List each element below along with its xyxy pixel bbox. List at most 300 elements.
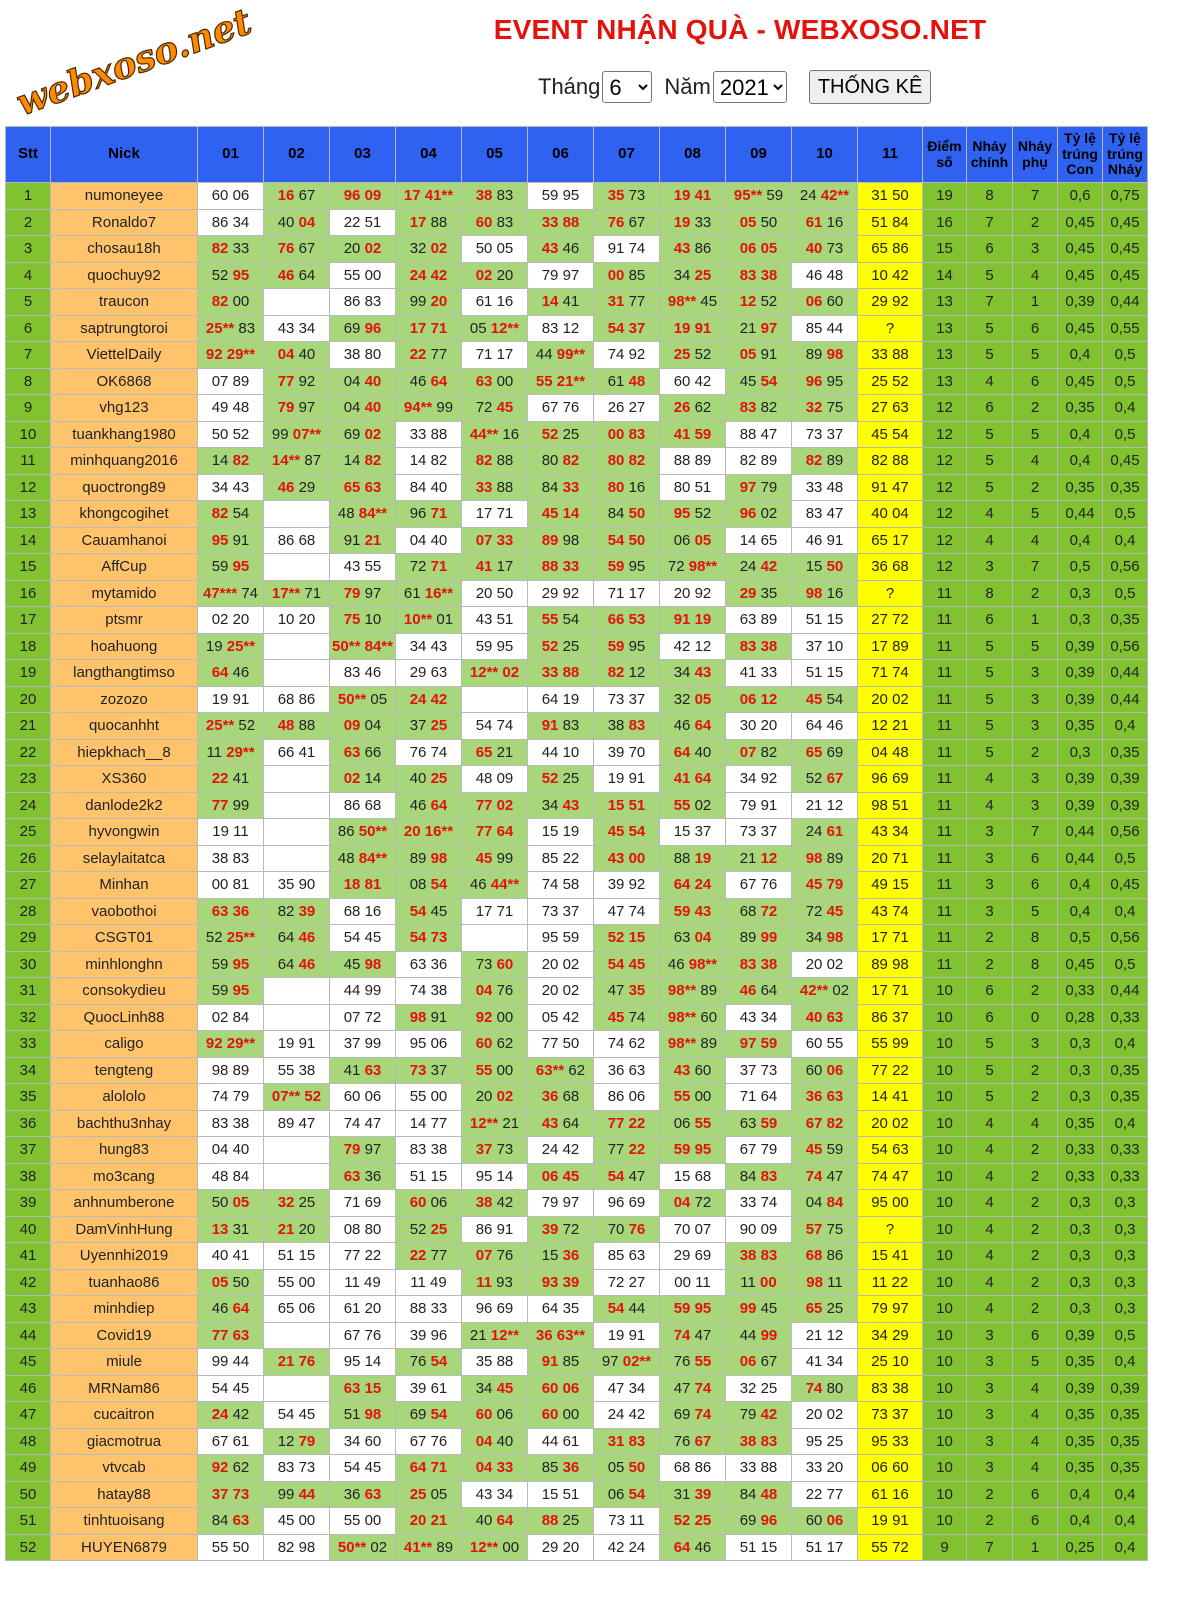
nick-cell[interactable]: minhquang2016 <box>51 448 198 475</box>
stat-cell: 3 <box>967 1322 1013 1349</box>
nick-cell[interactable]: traucon <box>51 289 198 316</box>
nick-cell[interactable]: saptrungtoroi <box>51 315 198 342</box>
nick-cell[interactable]: XS360 <box>51 766 198 793</box>
day-cell: 82 33 <box>198 236 264 263</box>
day-cell: 63 66 <box>330 739 396 766</box>
stat-cell: 0,56 <box>1103 819 1148 846</box>
nick-cell[interactable]: tengteng <box>51 1057 198 1084</box>
nick-cell[interactable]: Ronaldo7 <box>51 209 198 236</box>
day-cell: 77 50 <box>528 1031 594 1058</box>
day-cell: 07 33 <box>462 527 528 554</box>
nick-cell[interactable]: minhdiep <box>51 1296 198 1323</box>
stat-cell: 5 <box>967 315 1013 342</box>
day-cell: 42 12 <box>660 633 726 660</box>
day-cell: 73 37 <box>726 819 792 846</box>
day-cell: 06 12 <box>726 686 792 713</box>
day-11-cell: 77 22 <box>858 1057 923 1084</box>
stat-cell: 2 <box>1013 209 1058 236</box>
day-cell: 02 84 <box>198 1004 264 1031</box>
stat-cell: 2 <box>1013 1163 1058 1190</box>
stat-cell: 8 <box>967 580 1013 607</box>
stat-cell: 0,3 <box>1058 739 1103 766</box>
day-cell: 54 44 <box>594 1296 660 1323</box>
day-cell: 96 02 <box>726 501 792 528</box>
day-cell: 47 74 <box>594 898 660 925</box>
day-cell: 21 76 <box>264 1349 330 1376</box>
nick-cell[interactable]: Uyennhi2019 <box>51 1243 198 1270</box>
nick-cell[interactable]: hung83 <box>51 1137 198 1164</box>
day-cell: 19 91 <box>198 686 264 713</box>
nick-cell[interactable]: tuanhao86 <box>51 1269 198 1296</box>
day-cell: 98 89 <box>198 1057 264 1084</box>
day-cell: 20 92 <box>660 580 726 607</box>
day-cell: 50 52 <box>198 421 264 448</box>
day-cell <box>264 1322 330 1349</box>
nick-cell[interactable]: danlode2k2 <box>51 792 198 819</box>
stat-cell: 3 <box>1013 236 1058 263</box>
day-cell: 41 59 <box>660 421 726 448</box>
stat-cell: 3 <box>967 819 1013 846</box>
day-11-cell: 65 17 <box>858 527 923 554</box>
stat-cell: 10 <box>923 1216 967 1243</box>
stat-cell: 5 <box>967 1057 1013 1084</box>
day-cell: 61 16 <box>462 289 528 316</box>
stat-cell: 0,33 <box>1103 1163 1148 1190</box>
nick-cell[interactable]: selaylaitatca <box>51 845 198 872</box>
day-11-cell: 34 29 <box>858 1322 923 1349</box>
stat-cell: 11 <box>923 633 967 660</box>
stat-cell: 3 <box>967 1428 1013 1455</box>
nick-cell[interactable]: giacmotrua <box>51 1428 198 1455</box>
day-cell: 40 73 <box>792 236 858 263</box>
day-cell: 80 51 <box>660 474 726 501</box>
day-cell: 40 04 <box>264 209 330 236</box>
day-cell: 86 50** <box>330 819 396 846</box>
stat-cell: 0,56 <box>1103 554 1148 581</box>
day-cell: 44 61 <box>528 1428 594 1455</box>
stat-cell: 0,4 <box>1103 1031 1148 1058</box>
stat-cell: 2 <box>967 951 1013 978</box>
nick-cell[interactable]: HUYEN6879 <box>51 1534 198 1561</box>
day-cell: 07 76 <box>462 1243 528 1270</box>
day-cell: 39 96 <box>396 1322 462 1349</box>
nick-cell[interactable]: zozozo <box>51 686 198 713</box>
day-cell: 11 00 <box>726 1269 792 1296</box>
stat-cell: 0,39 <box>1058 766 1103 793</box>
day-cell: 86 83 <box>330 289 396 316</box>
day-11-cell: 54 63 <box>858 1137 923 1164</box>
table-row <box>6 1534 1148 1561</box>
day-cell: 61 20 <box>330 1296 396 1323</box>
stat-cell: 0,3 <box>1103 1296 1148 1323</box>
nick-cell[interactable]: quochuy92 <box>51 262 198 289</box>
nick-cell[interactable]: hoahuong <box>51 633 198 660</box>
day-cell: 14** 87 <box>264 448 330 475</box>
day-cell: 15 36 <box>528 1243 594 1270</box>
day-11-cell: ? <box>858 315 923 342</box>
day-cell: 07 82 <box>726 739 792 766</box>
stat-cell: 6 <box>967 607 1013 634</box>
stat-cell: 6 <box>967 395 1013 422</box>
nick-cell[interactable]: vaobothoi <box>51 898 198 925</box>
day-cell: 61 16 <box>792 209 858 236</box>
day-11-cell: 11 22 <box>858 1269 923 1296</box>
day-cell: 14 77 <box>396 1110 462 1137</box>
day-cell: 20 02 <box>528 951 594 978</box>
day-cell: 40 25 <box>396 766 462 793</box>
nick-cell[interactable]: Covid19 <box>51 1322 198 1349</box>
nick-cell[interactable]: alololo <box>51 1084 198 1111</box>
stat-cell: 0,4 <box>1058 342 1103 369</box>
stat-cell: 0,45 <box>1103 236 1148 263</box>
nick-cell[interactable]: hatay88 <box>51 1481 198 1508</box>
nick-cell[interactable]: ptsmr <box>51 607 198 634</box>
stat-cell: 0,3 <box>1058 580 1103 607</box>
day-cell: 20 21 <box>396 1508 462 1535</box>
day-cell: 26 62 <box>660 395 726 422</box>
stats-button[interactable]: THỐNG KÊ <box>809 70 931 104</box>
stat-cell: 12 <box>923 474 967 501</box>
day-cell: 88 33 <box>528 554 594 581</box>
stat-cell: 12 <box>923 395 967 422</box>
year-select[interactable] <box>713 71 787 103</box>
day-cell: 36 63 <box>330 1481 396 1508</box>
table-row <box>6 1322 1148 1349</box>
nick-cell[interactable]: mo3cang <box>51 1163 198 1190</box>
day-cell: 45 98 <box>330 951 396 978</box>
day-cell: 46 48 <box>792 262 858 289</box>
stt-cell: 41 <box>6 1243 51 1270</box>
day-cell: 40 41 <box>198 1243 264 1270</box>
day-cell: 46 64 <box>726 978 792 1005</box>
day-cell: 86 68 <box>330 792 396 819</box>
day-cell: 52 25 <box>528 633 594 660</box>
nick-cell[interactable]: consokydieu <box>51 978 198 1005</box>
day-11-cell: 45 54 <box>858 421 923 448</box>
stat-cell: 0,39 <box>1103 766 1148 793</box>
day-cell: 74 79 <box>198 1084 264 1111</box>
stat-cell: 12 <box>923 448 967 475</box>
stat-cell: 0,25 <box>1058 1534 1103 1561</box>
day-cell: 59 95 <box>594 554 660 581</box>
day-cell: 34 25 <box>660 262 726 289</box>
nick-cell[interactable]: bachthu3nhay <box>51 1110 198 1137</box>
nick-cell[interactable]: minhlonghn <box>51 951 198 978</box>
day-cell: 72 27 <box>594 1269 660 1296</box>
day-cell: 74 92 <box>594 342 660 369</box>
table-row <box>6 448 1148 475</box>
stt-cell: 46 <box>6 1375 51 1402</box>
stat-cell: 4 <box>1013 262 1058 289</box>
stat-cell: 0,45 <box>1103 448 1148 475</box>
day-cell: 25** 52 <box>198 713 264 740</box>
day-cell: 73 37 <box>528 898 594 925</box>
table-row <box>6 845 1148 872</box>
day-cell: 91 21 <box>330 527 396 554</box>
day-cell: 17 71 <box>462 898 528 925</box>
stat-cell: 0,35 <box>1103 474 1148 501</box>
day-cell <box>462 925 528 952</box>
nick-cell[interactable]: chosau18h <box>51 236 198 263</box>
stat-cell: 3 <box>967 1349 1013 1376</box>
day-cell: 32 25 <box>264 1190 330 1217</box>
day-cell: 92 62 <box>198 1455 264 1482</box>
stt-cell: 35 <box>6 1084 51 1111</box>
stat-cell: 0,4 <box>1103 1110 1148 1137</box>
day-11-cell: 29 92 <box>858 289 923 316</box>
day-cell: 24 42 <box>198 1402 264 1429</box>
table-row <box>6 1296 1148 1323</box>
nick-cell[interactable]: caligo <box>51 1031 198 1058</box>
day-cell: 95 14 <box>330 1349 396 1376</box>
day-cell: 52 67 <box>792 766 858 793</box>
day-cell: 20 02 <box>792 1402 858 1429</box>
stt-cell: 5 <box>6 289 51 316</box>
nick-cell[interactable]: Minhan <box>51 872 198 899</box>
day-cell: 34 43 <box>396 633 462 660</box>
day-cell: 99 20 <box>396 289 462 316</box>
stat-cell: 0,45 <box>1058 262 1103 289</box>
day-cell: 52 25 <box>528 421 594 448</box>
nick-cell[interactable]: OK6868 <box>51 368 198 395</box>
day-cell: 98 11 <box>792 1269 858 1296</box>
day-cell: 55 00 <box>264 1269 330 1296</box>
table-row <box>6 1190 1148 1217</box>
stt-cell: 52 <box>6 1534 51 1561</box>
day-cell: 76 67 <box>594 209 660 236</box>
stat-cell: 4 <box>967 368 1013 395</box>
day-cell: 07 72 <box>330 1004 396 1031</box>
stat-cell: 0,44 <box>1103 978 1148 1005</box>
day-11-cell: 55 99 <box>858 1031 923 1058</box>
day-cell: 50 05 <box>462 236 528 263</box>
day-cell: 95** 59 <box>726 183 792 210</box>
results-table-wrapper <box>5 126 1180 1597</box>
day-11-cell: 79 97 <box>858 1296 923 1323</box>
day-cell: 91 83 <box>528 713 594 740</box>
stat-cell: 0,3 <box>1103 1216 1148 1243</box>
day-cell: 83 38 <box>726 951 792 978</box>
column-header: Nháy chính <box>967 127 1013 183</box>
stat-cell: 4 <box>967 1110 1013 1137</box>
day-cell: 77 22 <box>330 1243 396 1270</box>
day-cell: 79 97 <box>264 395 330 422</box>
month-label: Tháng <box>538 74 601 99</box>
day-cell: 21 20 <box>264 1216 330 1243</box>
day-cell: 69 96 <box>330 315 396 342</box>
month-select[interactable] <box>602 71 652 103</box>
stat-cell: 11 <box>923 951 967 978</box>
day-cell: 33 88 <box>528 660 594 687</box>
stat-cell: 0,28 <box>1058 1004 1103 1031</box>
nick-cell[interactable]: ViettelDaily <box>51 342 198 369</box>
day-cell: 82 12 <box>594 660 660 687</box>
day-cell: 70 76 <box>594 1216 660 1243</box>
table-row <box>6 633 1148 660</box>
nick-cell[interactable]: AffCup <box>51 554 198 581</box>
nick-cell[interactable]: mytamido <box>51 580 198 607</box>
day-cell: 04 33 <box>462 1455 528 1482</box>
day-cell: 51 15 <box>792 660 858 687</box>
stat-cell: 10 <box>923 1455 967 1482</box>
table-row <box>6 1428 1148 1455</box>
nick-cell[interactable]: cucaitron <box>51 1402 198 1429</box>
stat-cell: 0,5 <box>1103 342 1148 369</box>
nick-cell[interactable]: tuankhang1980 <box>51 421 198 448</box>
day-cell: 51 15 <box>396 1163 462 1190</box>
stat-cell: 16 <box>923 209 967 236</box>
day-cell: 04 40 <box>198 1137 264 1164</box>
stat-cell: 2 <box>967 925 1013 952</box>
stt-cell: 1 <box>6 183 51 210</box>
stat-cell: 2 <box>1013 1216 1058 1243</box>
stat-cell: 11 <box>923 766 967 793</box>
nick-cell[interactable]: QuocLinh88 <box>51 1004 198 1031</box>
day-cell: 46 64 <box>660 713 726 740</box>
stt-cell: 37 <box>6 1137 51 1164</box>
stat-cell: 0,35 <box>1058 395 1103 422</box>
stat-cell: 10 <box>923 1269 967 1296</box>
stat-cell: 0,35 <box>1058 474 1103 501</box>
day-cell: 48 84** <box>330 501 396 528</box>
day-cell: 12 52 <box>726 289 792 316</box>
day-cell: 88 47 <box>726 421 792 448</box>
stt-cell: 43 <box>6 1296 51 1323</box>
day-cell: 14 82 <box>330 448 396 475</box>
stat-cell: 6 <box>1013 368 1058 395</box>
stat-cell: 6 <box>1013 1481 1058 1508</box>
nick-cell[interactable]: DamVinhHung <box>51 1216 198 1243</box>
stat-cell: 2 <box>1013 474 1058 501</box>
day-cell: 48 88 <box>264 713 330 740</box>
day-cell: 74 38 <box>396 978 462 1005</box>
table-row <box>6 1481 1148 1508</box>
day-cell: 45 99 <box>462 845 528 872</box>
stat-cell: 11 <box>923 819 967 846</box>
stat-cell: 0,45 <box>1103 872 1148 899</box>
table-row <box>6 978 1148 1005</box>
nick-cell[interactable]: khongcogihet <box>51 501 198 528</box>
stt-cell: 12 <box>6 474 51 501</box>
stat-cell: 4 <box>967 501 1013 528</box>
day-cell: 59 95 <box>528 183 594 210</box>
day-cell: 89 99 <box>726 925 792 952</box>
day-cell: 05 42 <box>528 1004 594 1031</box>
day-cell: 22 51 <box>330 209 396 236</box>
stat-cell: 0,56 <box>1103 925 1148 952</box>
stat-cell: 0,33 <box>1058 1137 1103 1164</box>
stat-cell: 0,4 <box>1103 1508 1148 1535</box>
day-cell: 19 25** <box>198 633 264 660</box>
day-cell: 17 71 <box>462 501 528 528</box>
table-row <box>6 1402 1148 1429</box>
day-cell: 54 47 <box>594 1163 660 1190</box>
stat-cell: 0,56 <box>1103 633 1148 660</box>
day-cell: 15 50 <box>792 554 858 581</box>
nick-cell[interactable]: quocanhht <box>51 713 198 740</box>
stat-cell: 10 <box>923 1481 967 1508</box>
day-cell: 71 17 <box>462 342 528 369</box>
nick-cell[interactable]: anhnumberone <box>51 1190 198 1217</box>
stat-cell: 3 <box>1013 713 1058 740</box>
stat-cell: 0,35 <box>1103 739 1148 766</box>
nick-cell[interactable]: quoctrong89 <box>51 474 198 501</box>
stat-cell: 0,35 <box>1103 1084 1148 1111</box>
day-cell: 19 91 <box>660 315 726 342</box>
day-cell: 12 79 <box>264 1428 330 1455</box>
day-cell: 63 89 <box>726 607 792 634</box>
day-cell: 77 92 <box>264 368 330 395</box>
day-cell: 19 91 <box>594 766 660 793</box>
nick-cell[interactable]: MRNam86 <box>51 1375 198 1402</box>
day-cell: 73 60 <box>462 951 528 978</box>
day-cell: 40 64 <box>462 1508 528 1535</box>
nick-cell[interactable]: vtvcab <box>51 1455 198 1482</box>
column-header: Nick <box>51 127 198 183</box>
day-cell: 74 80 <box>792 1375 858 1402</box>
nick-cell[interactable]: miule <box>51 1349 198 1376</box>
stat-cell: 10 <box>923 1190 967 1217</box>
day-cell: 04 40 <box>462 1428 528 1455</box>
stat-cell: 0,44 <box>1103 660 1148 687</box>
webxoso-logo[interactable] <box>4 0 257 125</box>
day-11-cell: 15 41 <box>858 1243 923 1270</box>
day-cell: 02 20 <box>198 607 264 634</box>
day-cell: 33 88 <box>726 1455 792 1482</box>
day-cell: 93 39 <box>528 1269 594 1296</box>
stat-cell: 4 <box>1013 1402 1058 1429</box>
stat-cell: 0,39 <box>1058 660 1103 687</box>
nick-cell[interactable]: CSGT01 <box>51 925 198 952</box>
day-cell <box>264 501 330 528</box>
day-11-cell: 89 98 <box>858 951 923 978</box>
nick-cell[interactable]: numoneyee <box>51 183 198 210</box>
table-header-row <box>6 127 1148 183</box>
day-cell: 38 83 <box>594 713 660 740</box>
column-header: 11 <box>858 127 923 183</box>
stat-cell: 4 <box>967 1243 1013 1270</box>
table-row <box>6 872 1148 899</box>
day-cell: 76 67 <box>264 236 330 263</box>
logo-text: webxoso.net <box>11 0 257 125</box>
nick-cell[interactable]: langthangtimso <box>51 660 198 687</box>
stat-cell: 5 <box>1013 342 1058 369</box>
day-cell: 63 15 <box>330 1375 396 1402</box>
nick-cell[interactable]: tinhtuoisang <box>51 1508 198 1535</box>
nick-cell[interactable]: vhg123 <box>51 395 198 422</box>
nick-cell[interactable]: hyvongwin <box>51 819 198 846</box>
day-11-cell: 25 52 <box>858 368 923 395</box>
stat-cell: 3 <box>967 1402 1013 1429</box>
day-cell: 45 00 <box>264 1508 330 1535</box>
nick-cell[interactable]: Cauamhanoi <box>51 527 198 554</box>
day-cell: 33 74 <box>726 1190 792 1217</box>
stat-cell: 2 <box>1013 1269 1058 1296</box>
stat-cell: 4 <box>967 1296 1013 1323</box>
day-cell: 89 98 <box>528 527 594 554</box>
day-cell: 02 20 <box>462 262 528 289</box>
day-cell <box>264 1163 330 1190</box>
day-cell: 05 50 <box>594 1455 660 1482</box>
stat-cell: 6 <box>1013 315 1058 342</box>
day-cell: 68 72 <box>726 898 792 925</box>
table-row <box>6 554 1148 581</box>
stat-cell: 2 <box>1013 1296 1058 1323</box>
day-cell: 95 14 <box>462 1163 528 1190</box>
day-cell: 79 97 <box>528 262 594 289</box>
stat-cell: 10 <box>923 1057 967 1084</box>
nick-cell[interactable]: hiepkhach__8 <box>51 739 198 766</box>
